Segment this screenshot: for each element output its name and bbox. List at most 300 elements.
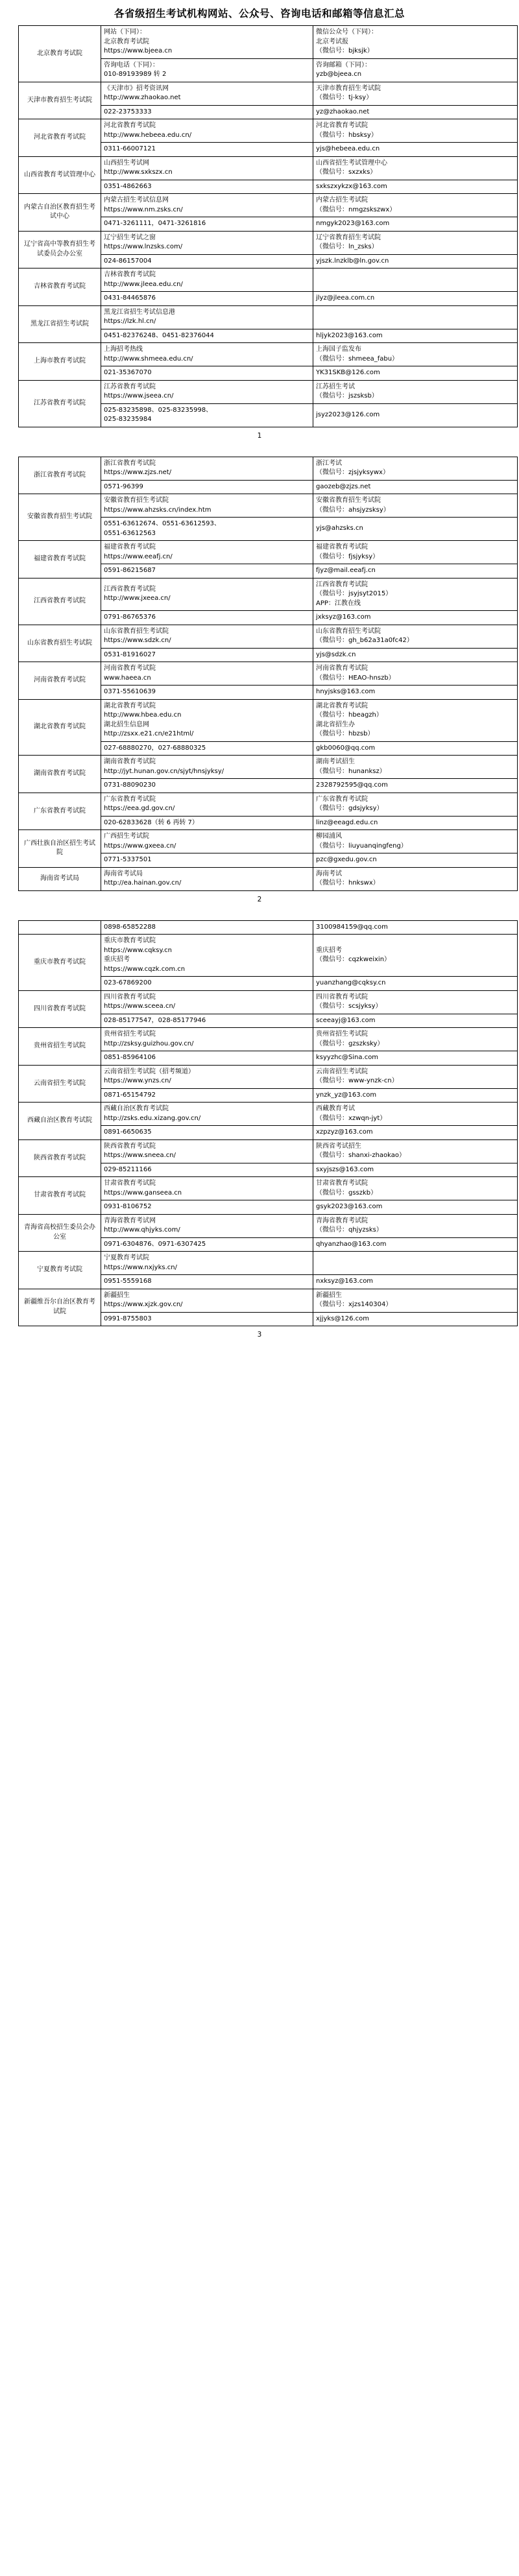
- institution-name: [19, 920, 101, 935]
- website-and-phone: [101, 1200, 313, 1215]
- website-and-phone-line: 0311-66007121: [104, 145, 156, 152]
- website-and-phone-line: https://lzk.hl.cn/: [104, 318, 156, 325]
- institution-name: [19, 1065, 101, 1103]
- website-and-phone-line: 020-62833628（转 6 再转 7）: [104, 818, 199, 826]
- social-and-email-line: 北京考试报: [316, 38, 348, 45]
- institution-name-line: 青海省高校招生委员会办公室: [24, 1224, 95, 1241]
- website-and-phone: [101, 194, 313, 217]
- website-and-phone: [101, 1126, 313, 1140]
- social-and-email-line: （微信号：hnkswx）: [316, 879, 380, 887]
- website-and-phone: [101, 686, 313, 700]
- website-and-phone: [101, 1163, 313, 1177]
- institution-name: [19, 699, 101, 756]
- social-and-email: [313, 990, 518, 1014]
- website-and-phone-line: https://www.sneea.cn/: [104, 1152, 176, 1159]
- social-and-email-line: 西藏教育考试: [316, 1105, 355, 1112]
- social-and-email: [313, 1163, 518, 1177]
- website-and-phone: [101, 920, 313, 935]
- website-and-phone-line: 0551-63612674、0551-63612593、: [104, 520, 221, 527]
- website-and-phone: [101, 329, 313, 343]
- social-and-email-line: 重庆招考: [316, 946, 342, 954]
- institution-name: [19, 662, 101, 700]
- table-row: [19, 1065, 518, 1088]
- website-and-phone: [101, 26, 313, 59]
- social-and-email-line: （微信号：qhjyzsks）: [316, 1226, 383, 1234]
- social-and-email-line: yjs@sdzk.cn: [316, 650, 356, 658]
- social-and-email-line: （微信号：gh_b62a31a0fc42）: [316, 637, 413, 644]
- website-and-phone-line: 0951-5559168: [104, 1278, 152, 1285]
- social-and-email-line: yjs@hebeea.edu.cn: [316, 145, 380, 152]
- website-and-phone: [101, 1237, 313, 1252]
- table-row: [19, 793, 518, 816]
- website-and-phone-line: 湖南省教育考试院: [104, 758, 156, 765]
- website-and-phone-line: 0771-5337501: [104, 856, 152, 863]
- website-and-phone-line: 重庆招考: [104, 956, 130, 963]
- institution-name: [19, 1252, 101, 1289]
- social-and-email: [313, 578, 518, 611]
- social-and-email-line: xzpzyz@163.com: [316, 1128, 373, 1136]
- website-and-phone: [101, 741, 313, 756]
- website-and-phone-line: https://www.cqzk.com.cn: [104, 965, 186, 973]
- institution-name: [19, 1177, 101, 1215]
- social-and-email-line: 河南省教育考试院: [316, 665, 368, 672]
- website-and-phone: [101, 217, 313, 232]
- social-and-email: [313, 254, 518, 268]
- website-and-phone-line: 025-83235898、025-83235998、: [104, 406, 213, 414]
- table-row: [19, 867, 518, 890]
- social-and-email-line: 山东省教育招生考试院: [316, 627, 381, 635]
- social-and-email-line: jsyz2023@126.com: [316, 411, 380, 418]
- website-and-phone-line: 青海省教育考试网: [104, 1217, 156, 1224]
- social-and-email: [313, 518, 518, 541]
- table-row: [19, 756, 518, 779]
- institution-name-line: 江苏省教育考试院: [34, 399, 86, 407]
- institution-name-line: 山东省教育招生考试院: [27, 639, 92, 647]
- website-and-phone: [101, 1312, 313, 1326]
- website-and-phone-line: 0351-4862663: [104, 182, 152, 190]
- institution-name-line: 湖南省教育考试院: [34, 770, 86, 777]
- social-and-email-line: yzb@bjeea.cn: [316, 71, 362, 78]
- social-and-email-line: ynzk_yz@163.com: [316, 1091, 377, 1099]
- social-and-email-line: 贵州省招生考试院: [316, 1031, 368, 1038]
- website-and-phone-line: 咨询电话（下同）：: [104, 61, 159, 69]
- website-and-phone-line: 浙江省教育考试院: [104, 459, 156, 467]
- website-and-phone: [101, 1065, 313, 1088]
- website-and-phone-line: 广西招生考试院: [104, 833, 149, 840]
- social-and-email-line: xjjyks@126.com: [316, 1315, 370, 1322]
- table-row: [19, 935, 518, 977]
- website-and-phone-line: 0931-8106752: [104, 1203, 152, 1210]
- table-row: [19, 26, 518, 59]
- social-and-email: [313, 1051, 518, 1066]
- institution-name-line: 辽宁省高中等教育招生考试委员会办公室: [24, 241, 95, 257]
- website-and-phone-line: 网站（下同）：: [104, 29, 146, 36]
- website-and-phone-line: 北京教育考试院: [104, 38, 149, 45]
- table-row: [19, 457, 518, 480]
- social-and-email-line: （微信号：HEAO-hnszb）: [316, 674, 395, 682]
- social-and-email-line: （微信号：jsyjsyt2015）: [316, 590, 392, 597]
- website-and-phone-line: 河南省教育考试院: [104, 665, 156, 672]
- institution-name-line: 云南省招生考试院: [34, 1079, 86, 1087]
- table-row: [19, 990, 518, 1014]
- website-and-phone-line: 吉林省教育考试院: [104, 271, 156, 278]
- website-and-phone: [101, 830, 313, 853]
- website-and-phone-line: https://www.xjzk.gov.cn/: [104, 1301, 183, 1308]
- table-body-1: [19, 26, 518, 427]
- website-and-phone: [101, 518, 313, 541]
- page-3: [0, 914, 519, 1350]
- website-and-phone-line: https://www.jseea.cn/: [104, 392, 174, 400]
- social-and-email: [313, 231, 518, 254]
- website-and-phone-line: 江西省教育考试院: [104, 585, 156, 593]
- page-3-top-spacer: [18, 914, 501, 920]
- social-and-email-line: （微信号：hbsksy）: [316, 131, 378, 139]
- institution-name-line: 天津市教育招生考试院: [27, 96, 92, 104]
- social-and-email-line: linz@eeagd.edu.cn: [316, 818, 378, 826]
- institution-name: [19, 494, 101, 541]
- website-and-phone-line: http://zsksy.guizhou.gov.cn/: [104, 1040, 194, 1047]
- website-and-phone-line: 上海招考热线: [104, 346, 143, 353]
- social-and-email: [313, 26, 518, 59]
- website-and-phone-line: www.haeea.cn: [104, 674, 151, 682]
- table-row: [19, 156, 518, 180]
- website-and-phone: [101, 254, 313, 268]
- table-row: [19, 305, 518, 329]
- table-row: [19, 343, 518, 366]
- website-and-phone: [101, 1252, 313, 1275]
- social-and-email-line: 湖北省招生办: [316, 721, 355, 728]
- institution-name-line: 安徽省教育招生考试院: [27, 513, 92, 521]
- institution-name: [19, 867, 101, 890]
- institution-name: [19, 268, 101, 306]
- social-and-email-line: 天津市教育招生考试院: [316, 84, 381, 92]
- social-and-email: [313, 105, 518, 119]
- institution-name-line: 海南省考试局: [40, 874, 79, 882]
- social-and-email-line: 湖南考试招生: [316, 758, 355, 765]
- social-and-email: [313, 541, 518, 564]
- social-and-email-line: gsyk2023@163.com: [316, 1203, 383, 1210]
- website-and-phone-line: 0451-82376248、0451-82376044: [104, 331, 214, 339]
- table-row: [19, 625, 518, 648]
- website-and-phone-line: 江苏省教育考试院: [104, 383, 156, 390]
- social-and-email: [313, 1252, 518, 1275]
- institution-name: [19, 935, 101, 991]
- table-row: [19, 662, 518, 686]
- website-and-phone: [101, 611, 313, 625]
- institution-name: [19, 457, 101, 494]
- table-row: [19, 1028, 518, 1051]
- website-and-phone-line: 0898-65852288: [104, 923, 156, 931]
- website-and-phone-line: 湖北省教育考试院: [104, 702, 156, 710]
- website-and-phone-line: 内蒙古招生考试信息网: [104, 197, 169, 204]
- table-row: [19, 119, 518, 143]
- website-and-phone-line: https://www.lnzsks.com/: [104, 243, 183, 250]
- website-and-phone-line: 0971-6304876、0971-6307425: [104, 1240, 206, 1248]
- institution-name-line: 河南省教育考试院: [34, 676, 86, 684]
- social-and-email-line: （微信号：zjsjyksywx）: [316, 469, 389, 476]
- institution-name-line: 广西壮族自治区招生考试院: [24, 839, 95, 857]
- table-row: [19, 1139, 518, 1163]
- page-1: [0, 0, 519, 450]
- institution-name: [19, 1214, 101, 1252]
- social-and-email-line: 微信公众号（下同）：: [316, 29, 378, 36]
- institution-name-line: 黑龙江省招生考试院: [30, 320, 89, 328]
- institution-name: [19, 194, 101, 232]
- social-and-email-line: 内蒙古招生考试院: [316, 197, 368, 204]
- website-and-phone-line: 山东省教育招生考试院: [104, 627, 169, 635]
- social-and-email-line: ksyyzhc@Sina.com: [316, 1054, 379, 1061]
- social-and-email: [313, 1139, 518, 1163]
- website-and-phone-line: http://zsks.edu.xizang.gov.cn/: [104, 1114, 201, 1122]
- website-and-phone: [101, 1028, 313, 1051]
- website-and-phone-line: 0991-8755803: [104, 1315, 152, 1322]
- website-and-phone: [101, 662, 313, 686]
- institution-name: [19, 380, 101, 427]
- website-and-phone-line: 《天津市》招考资讯网: [104, 84, 169, 92]
- institution-name-line: 宁夏教育考试院: [37, 1266, 82, 1273]
- social-and-email-line: hljyk2023@163.com: [316, 331, 383, 339]
- social-and-email-line: （微信号：shanxi-zhaokao）: [316, 1152, 406, 1159]
- website-and-phone-line: https://www.cqksy.cn: [104, 946, 172, 954]
- social-and-email-line: 广东省教育考试院: [316, 795, 368, 803]
- social-and-email: [313, 830, 518, 853]
- website-and-phone: [101, 366, 313, 381]
- website-and-phone-line: 025-83235984: [104, 416, 152, 423]
- website-and-phone: [101, 1177, 313, 1200]
- social-and-email: [313, 329, 518, 343]
- website-and-phone-line: https://www.nm.zsks.cn/: [104, 206, 183, 213]
- social-and-email-line: 咨询邮箱（下同）：: [316, 61, 371, 69]
- social-and-email: [313, 611, 518, 625]
- website-and-phone: [101, 268, 313, 292]
- social-and-email: [313, 119, 518, 143]
- institution-name-line: 浙江省教育考试院: [34, 471, 86, 479]
- website-and-phone: [101, 1139, 313, 1163]
- website-and-phone-line: http://www.jxeea.cn/: [104, 595, 171, 602]
- social-and-email-line: （微信号：jszsksb）: [316, 392, 378, 400]
- institution-name: [19, 756, 101, 793]
- social-and-email-line: 湖北省教育考试院: [316, 702, 368, 710]
- institution-name-line: 重庆市教育考试院: [34, 958, 86, 966]
- social-and-email: [313, 1126, 518, 1140]
- document-title: 各省级招生考试机构网站、公众号、咨询电话和邮箱等信息汇总: [114, 8, 405, 19]
- website-and-phone-line: 0431-84465876: [104, 294, 156, 302]
- website-and-phone: [101, 494, 313, 518]
- table-row: [19, 380, 518, 403]
- social-and-email-line: pzc@gxedu.gov.cn: [316, 856, 377, 863]
- website-and-phone-line: 0851-85964106: [104, 1054, 156, 1061]
- social-and-email: [313, 143, 518, 157]
- social-and-email: [313, 1014, 518, 1028]
- website-and-phone: [101, 990, 313, 1014]
- institution-name: [19, 119, 101, 157]
- table-row: [19, 82, 518, 105]
- institution-name-line: 内蒙古自治区教育招生考试中心: [24, 203, 95, 221]
- social-and-email-line: 福建省教育考试院: [316, 543, 368, 551]
- social-and-email: [313, 1088, 518, 1103]
- website-and-phone: [101, 625, 313, 648]
- social-and-email: [313, 1312, 518, 1326]
- website-and-phone-line: 海南省考试局: [104, 870, 143, 877]
- website-and-phone: [101, 105, 313, 119]
- social-and-email-line: hnyjsks@163.com: [316, 688, 376, 695]
- institution-name-line: 陕西省教育考试院: [34, 1154, 86, 1162]
- institution-name: [19, 1103, 101, 1140]
- social-and-email-line: APP：江教在线: [316, 599, 361, 607]
- website-and-phone: [101, 119, 313, 143]
- website-and-phone-line: https://www.sdzk.cn/: [104, 637, 171, 644]
- website-and-phone-line: 010-89193989 转 2: [104, 71, 167, 78]
- website-and-phone-line: https://www.zjzs.net/: [104, 469, 172, 476]
- social-and-email: [313, 1289, 518, 1312]
- website-and-phone-line: 0731-88090230: [104, 781, 156, 789]
- social-and-email: [313, 816, 518, 830]
- website-and-phone-line: http://www.shmeea.edu.cn/: [104, 355, 193, 363]
- social-and-email: [313, 380, 518, 403]
- website-and-phone-line: http://www.hebeea.edu.cn/: [104, 131, 192, 139]
- social-and-email-line: （微信号：bjksjk）: [316, 47, 374, 54]
- institution-name-line: 广东省教育考试院: [34, 807, 86, 815]
- institution-name-line: 河北省教育考试院: [34, 134, 86, 141]
- social-and-email-line: 上海国子监发布: [316, 346, 361, 353]
- website-and-phone-line: 027-68880270，027-68880325: [104, 744, 206, 752]
- website-and-phone: [101, 977, 313, 991]
- social-and-email: [313, 1214, 518, 1237]
- website-and-phone: [101, 793, 313, 816]
- social-and-email: [313, 564, 518, 578]
- website-and-phone-line: 023-67869200: [104, 979, 152, 986]
- contacts-table-page-1: [18, 25, 518, 427]
- social-and-email: [313, 1065, 518, 1088]
- social-and-email: [313, 1200, 518, 1215]
- social-and-email-line: nxksyz@163.com: [316, 1278, 374, 1285]
- institution-name: [19, 305, 101, 343]
- website-and-phone-line: http://www.jleea.edu.cn/: [104, 280, 183, 288]
- institution-name-line: 甘肃省教育考试院: [34, 1191, 86, 1199]
- table-row: [19, 1103, 518, 1126]
- social-and-email: [313, 217, 518, 232]
- social-and-email-line: （微信号：gzszksky）: [316, 1040, 384, 1047]
- social-and-email: [313, 977, 518, 991]
- table-row: [19, 830, 518, 853]
- social-and-email-line: （微信号：hunanksz）: [316, 767, 386, 775]
- website-and-phone-line: https://www.ahzsks.cn/index.htm: [104, 506, 211, 514]
- website-and-phone: [101, 564, 313, 578]
- website-and-phone-line: 0791-86765376: [104, 614, 156, 621]
- institution-name-line: 西藏自治区教育考试院: [27, 1117, 92, 1124]
- website-and-phone: [101, 1214, 313, 1237]
- website-and-phone: [101, 1051, 313, 1066]
- table-row: [19, 1177, 518, 1200]
- website-and-phone: [101, 1289, 313, 1312]
- table-body-2: [19, 457, 518, 890]
- table-row: [19, 1289, 518, 1312]
- table-row: [19, 699, 518, 741]
- page-number-2: 2: [257, 895, 262, 903]
- social-and-email-line: （微信号：nmgzskszwx）: [316, 206, 396, 213]
- social-and-email: [313, 366, 518, 381]
- institution-name: [19, 343, 101, 381]
- website-and-phone: [101, 305, 313, 329]
- institution-name: [19, 1139, 101, 1177]
- institution-name: [19, 82, 101, 119]
- website-and-phone: [101, 816, 313, 830]
- social-and-email-line: jlyz@jleea.com.cn: [316, 294, 375, 302]
- social-and-email: [313, 648, 518, 662]
- website-and-phone-line: https://www.nxjyks.cn/: [104, 1263, 177, 1271]
- social-and-email: [313, 625, 518, 648]
- table-row: [19, 231, 518, 254]
- website-and-phone-line: 0471-3261111，0471-3261816: [104, 220, 206, 227]
- social-and-email: [313, 403, 518, 427]
- website-and-phone-line: 0891-6650635: [104, 1128, 152, 1136]
- contacts-table-page-3: [18, 920, 518, 1327]
- table-row: [19, 920, 518, 935]
- website-and-phone-line: https://www.sceea.cn/: [104, 1003, 176, 1010]
- website-and-phone-line: 新疆招生: [104, 1291, 130, 1299]
- table-row: [19, 268, 518, 292]
- institution-name-line: 北京教育考试院: [37, 49, 82, 57]
- social-and-email: [313, 194, 518, 217]
- social-and-email-line: 陕西省考试招生: [316, 1142, 361, 1150]
- website-and-phone: [101, 403, 313, 427]
- social-and-email-line: 海南考试: [316, 870, 342, 877]
- social-and-email-line: yuanzhang@cqksy.cn: [316, 979, 386, 986]
- social-and-email: [313, 180, 518, 194]
- website-and-phone-line: 029-85211166: [104, 1165, 152, 1173]
- social-and-email-line: gkb0060@qq.com: [316, 744, 376, 752]
- social-and-email: [313, 867, 518, 890]
- website-and-phone: [101, 1103, 313, 1126]
- page-number-3: 3: [257, 1331, 262, 1339]
- social-and-email-line: 新疆招生: [316, 1291, 342, 1299]
- social-and-email: [313, 779, 518, 793]
- social-and-email: [313, 920, 518, 935]
- website-and-phone-line: 安徽省教育招生考试院: [104, 497, 169, 504]
- social-and-email-line: （微信号：ahsjyzsksy）: [316, 506, 390, 514]
- website-and-phone-line: http://jyt.hunan.gov.cn/sjyt/hnsjyksy/: [104, 767, 224, 775]
- website-and-phone: [101, 380, 313, 403]
- institution-name-line: 上海市教育考试院: [34, 357, 86, 364]
- social-and-email-line: 四川省教育考试院: [316, 993, 368, 1001]
- website-and-phone-line: https://www.ynzs.cn/: [104, 1077, 171, 1084]
- social-and-email-line: 浙江考试: [316, 459, 342, 467]
- social-and-email-line: （微信号：tj-ksy）: [316, 94, 373, 101]
- social-and-email-line: （微信号：hbeagzh）: [316, 711, 383, 719]
- institution-name: [19, 231, 101, 268]
- website-and-phone-line: 028-85177547，028-85177946: [104, 1016, 206, 1024]
- website-and-phone: [101, 156, 313, 180]
- social-and-email: [313, 793, 518, 816]
- social-and-email: [313, 741, 518, 756]
- website-and-phone-line: 陕西省教育考试院: [104, 1142, 156, 1150]
- website-and-phone-line: 广东省教育考试院: [104, 795, 156, 803]
- website-and-phone-line: http://ea.hainan.gov.cn/: [104, 879, 182, 887]
- website-and-phone-line: 四川省教育考试院: [104, 993, 156, 1001]
- website-and-phone-line: 022-23753333: [104, 108, 152, 115]
- website-and-phone: [101, 578, 313, 611]
- social-and-email-line: （微信号：gsszkb）: [316, 1189, 378, 1197]
- website-and-phone-line: 贵州省招生考试院: [104, 1031, 156, 1038]
- website-and-phone-line: 甘肃省教育考试院: [104, 1180, 156, 1187]
- website-and-phone: [101, 1014, 313, 1028]
- website-and-phone-line: 福建省教育考试院: [104, 543, 156, 551]
- institution-name: [19, 578, 101, 625]
- social-and-email-line: 江苏招生考试: [316, 383, 355, 390]
- institution-name-line: 四川省教育考试院: [34, 1005, 86, 1012]
- social-and-email-line: YK31SKB@126.com: [316, 369, 380, 376]
- institution-name: [19, 625, 101, 662]
